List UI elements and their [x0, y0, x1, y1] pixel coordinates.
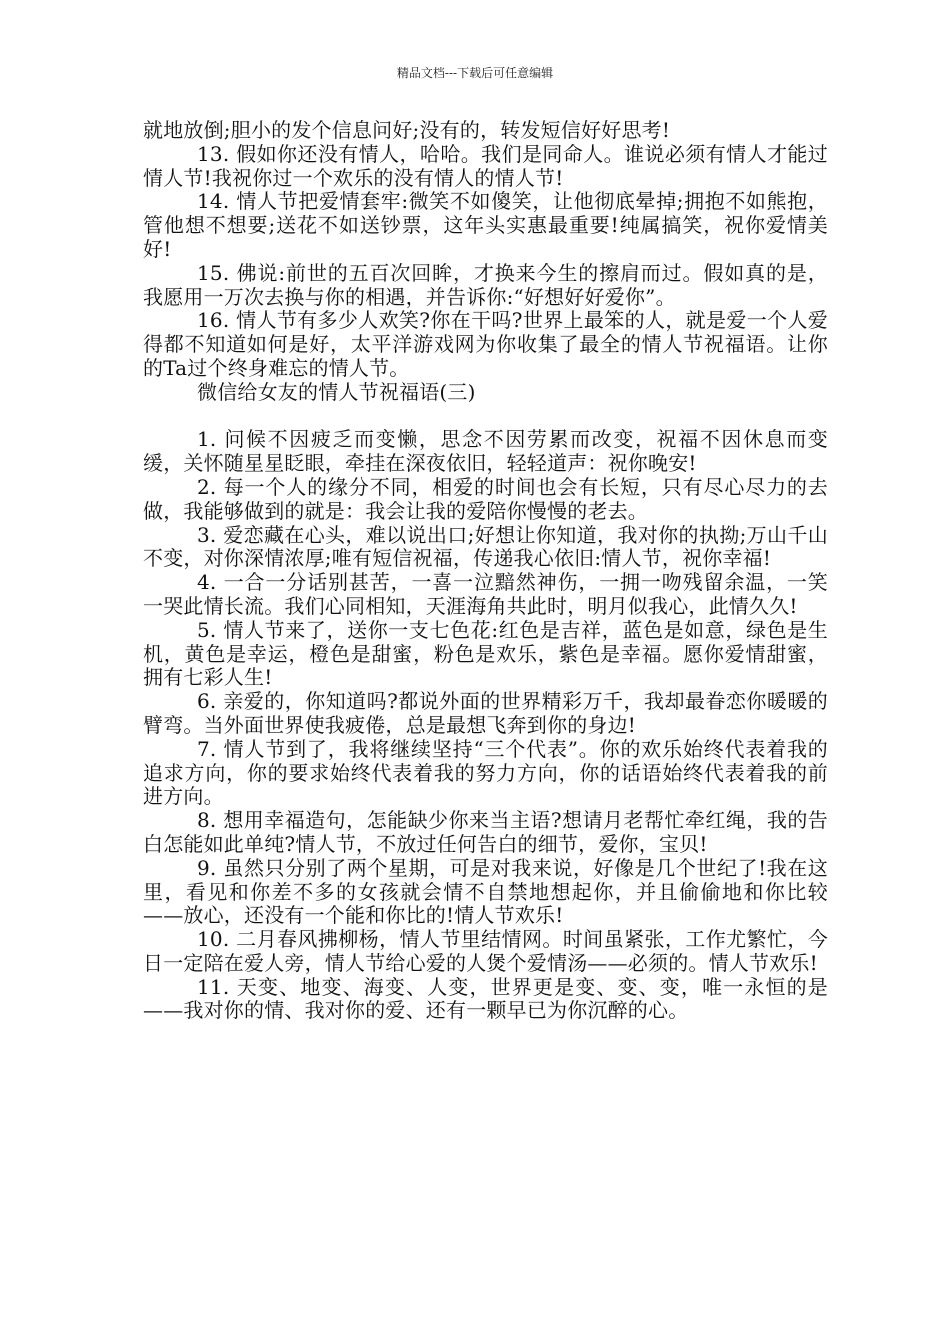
paragraph-2: 2. 每一个人的缘分不同，相爱的时间也会有长短，只有尽心尽力的去做，我能够做到的就是：我会让我的爱陪你慢慢的老去。 — [143, 474, 828, 523]
paragraph-8: 8. 想用幸福造句，怎能缺少你来当主语?想请月老帮忙牵红绳，我的告白怎能如此单纯?情人节，不放过任何告白的细节，爱你，宝贝! — [143, 808, 828, 856]
paragraph-10: 10. 二月春风拂柳杨，情人节里结情网。时间虽紧张，工作尤繁忙，今日一定陪在爱人旁，情人节给心爱的人煲个爱情汤——必须的。情人节欢乐! — [143, 927, 828, 975]
paragraph-6: 6. 亲爱的，你知道吗?都说外面的世界精彩万千，我却最眷恋你暖暖的臂弯。当外面世界使我疲倦，总是最想飞奔到你的身边! — [143, 689, 828, 737]
paragraph-9: 9. 虽然只分别了两个星期，可是对我来说，好像是几个世纪了!我在这里，看见和你差不多的女孩就会情不自禁地想起你，并且偷偷地和你比较——放心，还没有一个能和你比的!情人节欢乐! — [143, 855, 828, 928]
paragraph-3: 3. 爱恋藏在心头，难以说出口;好想让你知道，我对你的执拗;万山千山不变，对你深情浓厚;唯有短信祝福，传递我心依旧:情人节，祝你幸福! — [143, 522, 828, 571]
paragraph-5: 5. 情人节来了，送你一支七色花:红色是吉祥，蓝色是如意，绿色是生机，黄色是幸运，橙色是甜蜜，粉色是欢乐，紫色是幸福。愿你爱情甜蜜，拥有七彩人生! — [143, 617, 828, 690]
paragraph-11: 11. 天变、地变、海变、人变，世界更是变、变、变，唯一永恒的是——我对你的情、我对你的爱、还有一颗早已为你沉醉的心。 — [143, 974, 828, 1023]
section-spacer — [143, 405, 828, 429]
page-header: 精品文档---下载后可任意编辑 — [396, 66, 554, 80]
paragraph-13: 13. 假如你还没有情人，哈哈。我们是同命人。谁说必须有情人才能过情人节!我祝你过一个欢乐的没有情人的情人节! — [143, 141, 828, 190]
paragraph-continued: 就地放倒;胆小的发个信息问好;没有的，转发短信好好思考! — [143, 118, 671, 142]
document-body — [143, 119, 828, 1023]
paragraph-15: 15. 佛说:前世的五百次回眸，才换来今生的擦肩而过。假如真的是，我愿用一万次去换与你的相遇，并告诉你:“好想好好爱你”。 — [143, 260, 828, 309]
paragraph-7: 7. 情人节到了，我将继续坚持“三个代表”。你的欢乐始终代表着我的追求方向，你的要求始终代表着我的努力方向，你的话语始终代表着我的前进方向。 — [143, 736, 828, 809]
paragraph-16: 16. 情人节有多少人欢笑?你在干吗?世界上最笨的人，就是爱一个人爱得都不知道如何是好，太平洋游戏网为你收集了最全的情人节祝福语。让你的Ta过个终身难忘的情人节。 — [143, 308, 828, 380]
paragraph-1: 1. 问候不因疲乏而变懒，思念不因劳累而改变，祝福不因休息而变缓，关怀随星星眨眼，牵挂在深夜依旧，轻轻道声：祝你晚安! — [143, 427, 828, 476]
section-heading: 微信给女友的情人节祝福语(三) — [197, 379, 476, 404]
paragraph-14: 14. 情人节把爱情套牢:微笑不如傻笑，让他彻底晕掉;拥抱不如熊抱，管他想不想要;送花不如送钞票，这年头实惠最重要!纯属搞笑，祝你爱情美好! — [143, 189, 828, 261]
paragraph-4: 4. 一合一分话别甚苦，一喜一泣黯然神伤，一拥一吻残留余温，一笑一哭此情长流。我们心同相知，天涯海角共此时，明月似我心，此情久久! — [143, 570, 828, 618]
